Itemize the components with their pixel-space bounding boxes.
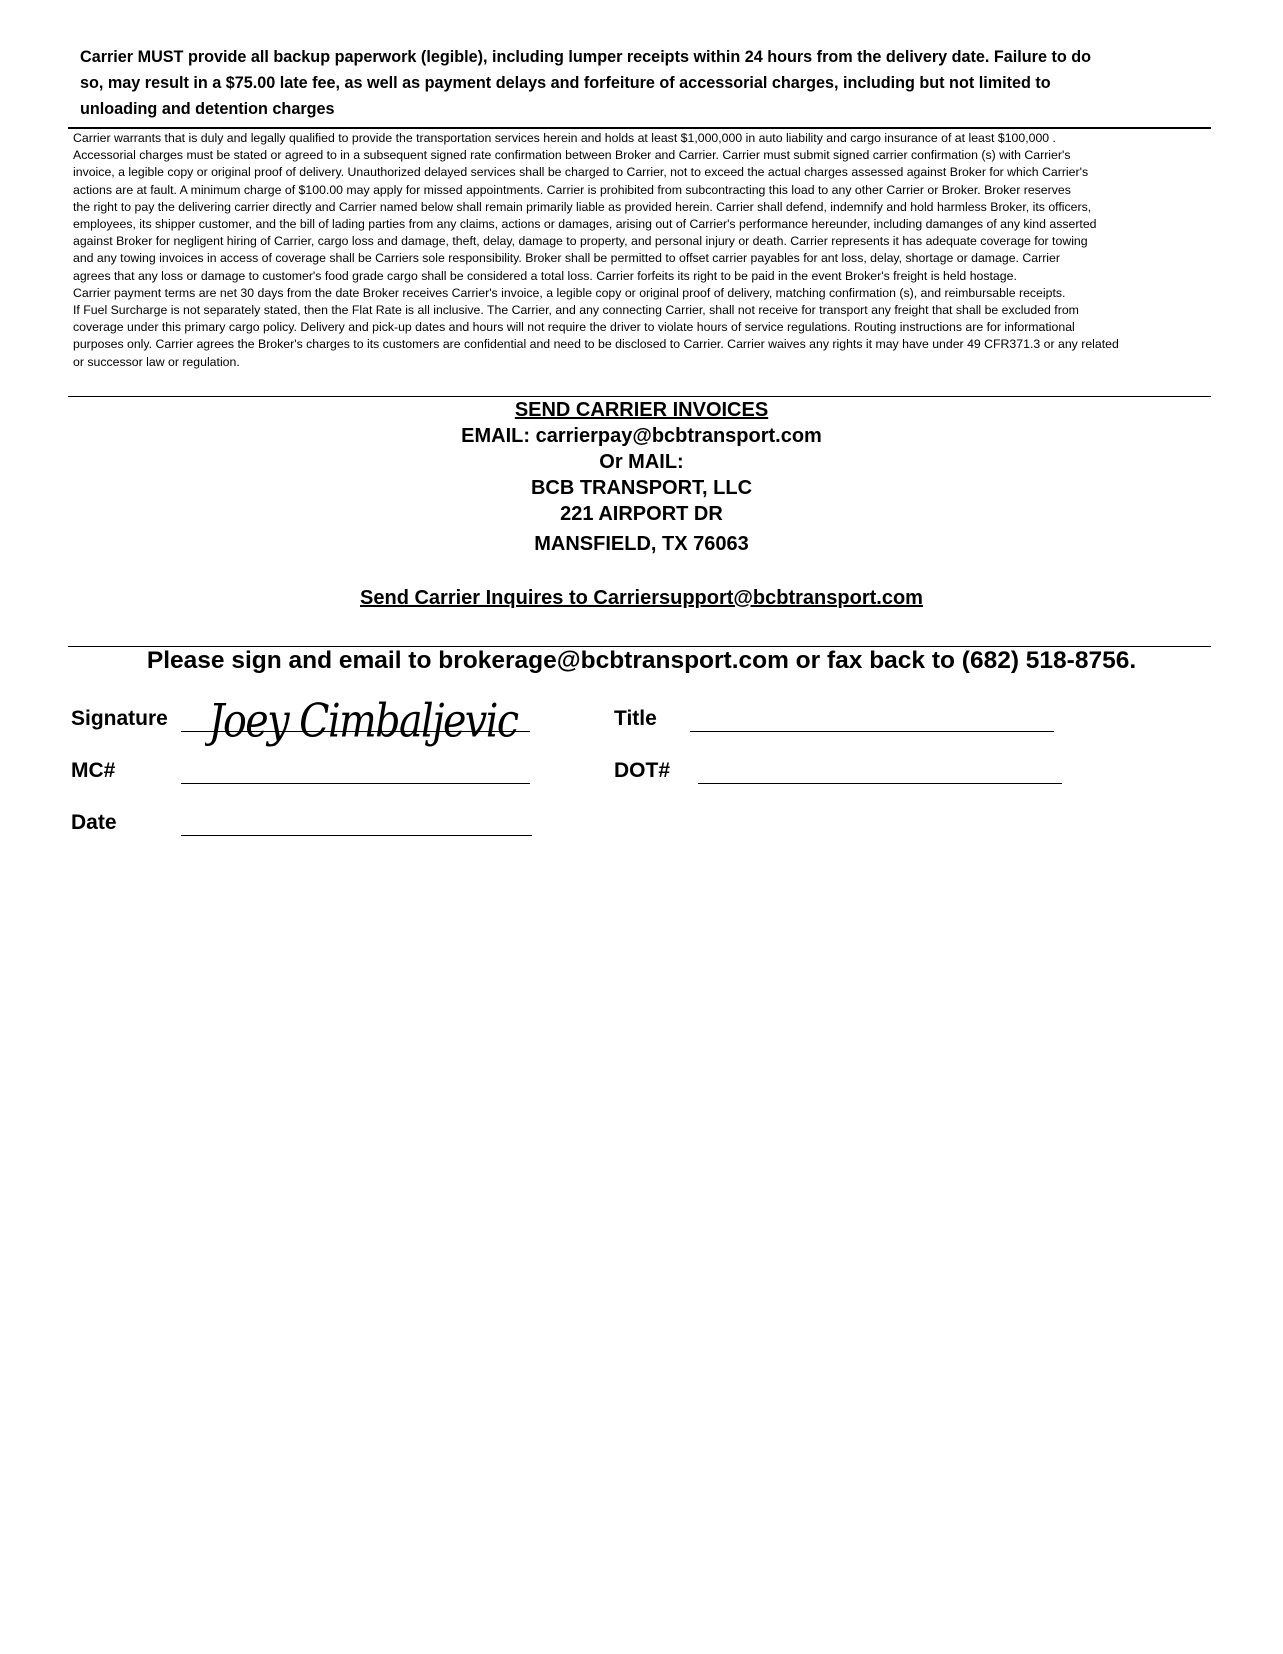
terms-line: Carrier warrants that is duly and legally qualified to provide the transportation services herein and holds at least $1,000,000 in auto liability and cargo insurance of at least $100,000 .: [73, 131, 1056, 145]
terms-line: invoice, a legible copy or original proof of delivery. Unauthorized delayed services shall be charged to Carrier, not to exceed the actual charges assessed against Broker for which Carrier's: [73, 165, 1089, 180]
notice-line: so, may result in a $75.00 late fee, as well as payment delays and forfeiture of accessorial charges, including but not limited to: [80, 74, 1051, 92]
terms-line: actions are at fault. A minimum charge of $100.00 may apply for missed appointments. Carrier is prohibited from subcontracting this load to any other Carrier or Broker. Broker reserves: [73, 182, 1071, 197]
terms-line: purposes only. Carrier agrees the Broker's charges to its customers are confidential and need to be disclosed to Carrier. Carrier waives any rights it may have under 49 CFR371.3 or any related: [73, 337, 1119, 352]
terms-line: against Broker for negligent hiring of Carrier, cargo loss and damage, theft, delay, damage to property, and personal injury or death. Carrier represents it has adequate coverage for towing: [73, 234, 1088, 249]
sign-instruction: Please sign and email to brokerage@bcbtransport.com or fax back to (682) 518-8756.: [146, 647, 1137, 674]
title-field[interactable]: [690, 731, 1054, 732]
handwritten-signature: [205, 688, 535, 758]
street-address: 221 AIRPORT DR: [560, 503, 723, 525]
invoices-heading: SEND CARRIER INVOICES: [514, 399, 769, 421]
terms-line: agrees that any loss or damage to customer's food grade cargo shall be considered a total loss. Carrier forfeits its right to be paid in the event Broker's freight is held hostage.: [73, 268, 1017, 283]
signature-label: Signature: [71, 707, 168, 730]
or-mail-label: Or MAIL:: [599, 451, 684, 473]
notice-line: unloading and detention charges: [80, 100, 335, 118]
terms-paragraph: [73, 130, 1273, 371]
terms-line: the right to pay the delivering carrier directly and Carrier named below shall remain primarily liable as provided herein. Carrier shall defend, indemnify and hold harmless Broker, its officers,: [73, 199, 1092, 214]
mc-field[interactable]: [181, 783, 530, 784]
notice-divider: [68, 127, 1211, 129]
date-field[interactable]: [181, 835, 532, 836]
section-divider: [68, 396, 1211, 397]
terms-line: employees, its shipper customer, and the bill of lading parties from any claims, actions or damages, arising out of Carrier's performance hereunder, including damanges of any kind asserted: [73, 217, 1097, 232]
svg-text:Joey Cimbaljevic: Joey Cimbaljevic: [208, 694, 520, 749]
inquiries-line: Send Carrier Inquires to Carriersupport@bcbtransport.com: [360, 587, 923, 609]
dot-label: DOT#: [614, 759, 671, 782]
terms-line: If Fuel Surcharge is not separately stated, then the Flat Rate is all inclusive. The Carrier, and any connecting Carrier, shall not receive for transport any freight that shall be excluded from: [73, 303, 1079, 318]
terms-line: coverage under this primary cargo policy. Delivery and pick-up dates and hours will not require the driver to violate hours of service regulations. Routing instructions are for informational: [73, 320, 1075, 335]
terms-line: or successor law or regulation.: [73, 354, 240, 369]
terms-line: Accessorial charges must be stated or agreed to in a subsequent signed rate confirmation between Broker and Carrier. Carrier must submit signed carrier confirmation (s) with Carrier's: [73, 148, 1071, 163]
city-state-zip: MANSFIELD, TX 76063: [534, 533, 749, 555]
date-label: Date: [71, 811, 117, 834]
late-fee-notice: [80, 44, 1210, 122]
invoice-email: EMAIL: carrierpay@bcbtransport.com: [461, 425, 822, 447]
dot-field[interactable]: [698, 783, 1062, 784]
terms-line: and any towing invoices in access of coverage shall be Carriers sole responsibility. Broker shall be permitted to offset carrier payables for ant loss, delay, shortage or damage. Carrier: [73, 251, 1060, 266]
title-label: Title: [614, 707, 657, 730]
mc-label: MC#: [71, 759, 116, 782]
notice-line: Carrier MUST provide all backup paperwork (legible), including lumper receipts within 24 hours from the delivery date. Failure to do: [80, 48, 1092, 66]
terms-line: Carrier payment terms are net 30 days from the date Broker receives Carrier's invoice, a legible copy or original proof of delivery, matching confirmation (s), and reimbursable receipts.: [73, 285, 1066, 300]
company-name: BCB TRANSPORT, LLC: [530, 477, 753, 499]
